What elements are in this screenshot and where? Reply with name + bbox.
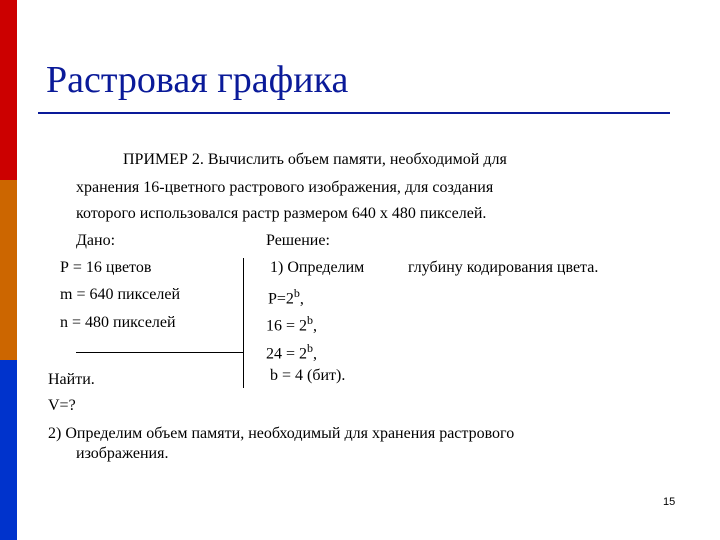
find-label: Найти. — [48, 371, 95, 388]
side-bar-blue — [0, 360, 17, 540]
solution-step-2-line-1: 2) Определим объем памяти, необходимый для хранения растрового — [48, 425, 515, 442]
side-bar-red — [0, 0, 17, 180]
page-number: 15 — [663, 496, 676, 508]
solution-step-2-line-2: изображения. — [76, 445, 169, 462]
equation-2: $16 = 2^b$, — [266, 313, 318, 335]
given-label: Дано: — [76, 232, 116, 249]
side-bar-orange — [0, 180, 17, 360]
given-item: n = 480 пикселей — [60, 314, 176, 331]
title-underline — [38, 112, 670, 114]
equation-1: $P=2^b$, — [268, 286, 304, 308]
solution-step-1-cont: глубину кодирования цвета. — [408, 259, 599, 276]
find-value: V=? — [48, 397, 76, 414]
solution-label: Решение: — [266, 232, 330, 249]
problem-line-2: хранения 16-цветного растрового изображения, для создания — [76, 179, 494, 196]
divider-horizontal — [76, 352, 243, 353]
solution-step-1: 1) Определим — [270, 259, 365, 276]
slide-title: Растровая графика — [46, 59, 349, 101]
equation-3: $24 = 2^b$, — [266, 341, 318, 363]
divider-vertical — [243, 258, 244, 388]
given-item: m = 640 пикселей — [60, 286, 181, 303]
given-item: Р = 16 цветов — [60, 259, 152, 276]
problem-line-3: которого использовался растр размером 640 х 480 пикселей. — [76, 205, 487, 222]
solution-result: b = 4 (бит). — [270, 367, 346, 384]
problem-line-1: ПРИМЕР 2. Вычислить объем памяти, необходимой для — [123, 151, 507, 168]
